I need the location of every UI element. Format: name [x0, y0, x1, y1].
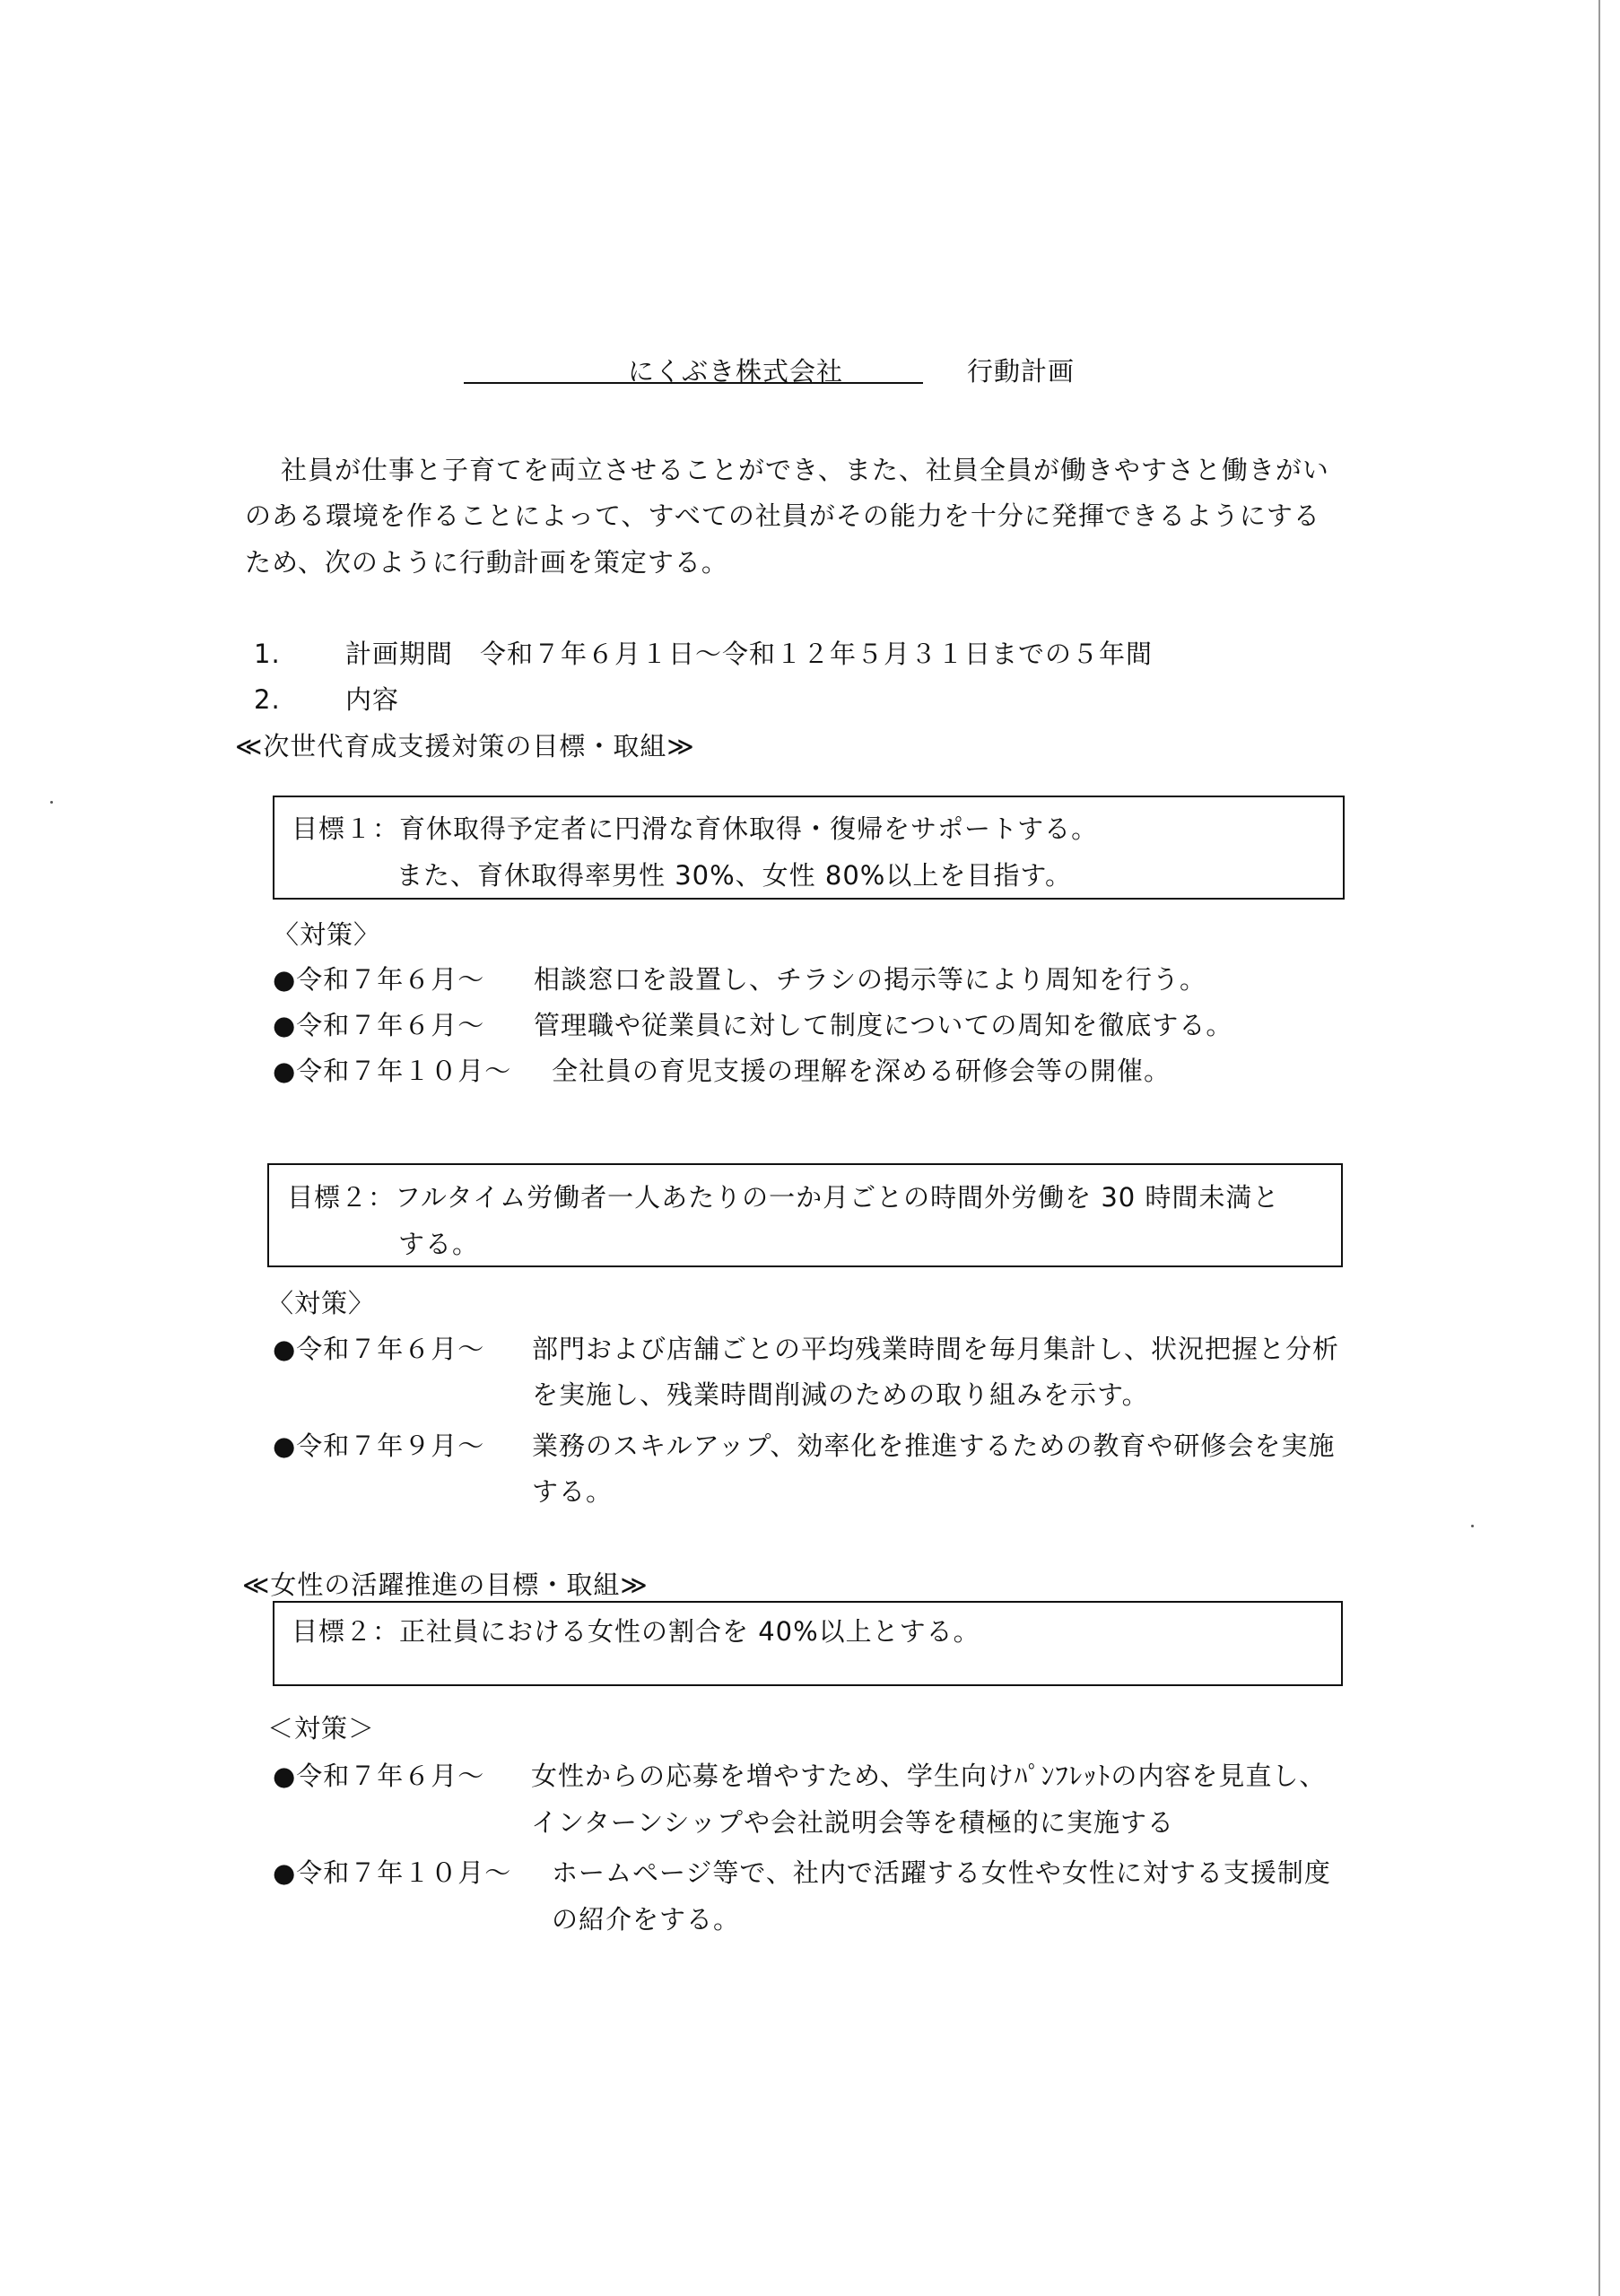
- goal-women-line-1: 目標２：正社員における女性の割合を 40%以上とする。: [292, 1616, 980, 1647]
- measure-date: ●令和７年１０月～: [273, 1056, 512, 1086]
- measure-date: ●令和７年６月～: [273, 1334, 485, 1364]
- measure-date: ●令和７年９月～: [273, 1431, 485, 1461]
- goal-2-line-1: 目標２：フルタイム労働者一人あたりの一か月ごとの時間外労働を 30 時間未満と: [287, 1182, 1280, 1213]
- measure-text-cont: インターンシップや会社説明会等を積極的に実施する: [531, 1807, 1174, 1838]
- measures-label: 〈対策〉: [273, 919, 381, 950]
- measures-label: ＜対策＞: [267, 1713, 376, 1744]
- measure-text: 業務のスキルアップ、効率化を推進するための教育や研修会を実施: [532, 1431, 1336, 1461]
- measure-date: ●令和７年６月～: [273, 1010, 485, 1040]
- intro-line-2: のある環境を作ることによって、すべての社員がその能力を十分に発揮できるようにする: [245, 500, 1320, 531]
- company-name: にくぶき株式会社: [628, 356, 844, 387]
- scan-edge-line: [1598, 0, 1600, 2296]
- content-label: 内容: [345, 684, 400, 715]
- title-underline: [464, 382, 923, 384]
- measure-text: 管理職や従業員に対して制度についての周知を徹底する。: [534, 1010, 1233, 1040]
- measure-text-cont: する。: [532, 1476, 614, 1507]
- measure-date: ●令和７年６月～: [273, 964, 485, 995]
- measure-text: ホームページ等で、社内で活躍する女性や女性に対する支援制度: [552, 1857, 1331, 1888]
- scan-speck: [50, 801, 53, 804]
- measure-text: 相談窓口を設置し、チラシの掲示等により周知を行う。: [534, 964, 1207, 995]
- measure-date: ●令和７年１０月～: [273, 1857, 512, 1888]
- goal-1-line-1: 目標１：育休取得予定者に円滑な育休取得・復帰をサポートする。: [292, 813, 1099, 844]
- intro-line-1: 社員が仕事と子育てを両立させることができ、また、社員全員が働きやすさと働きがい: [281, 455, 1329, 485]
- content-number: 2.: [254, 684, 281, 715]
- measures-label: 〈対策〉: [267, 1288, 376, 1318]
- measure-text: 部門および店舗ごとの平均残業時間を毎月集計し、状況把握と分析: [532, 1334, 1340, 1364]
- goal-2-line-2: する。: [398, 1229, 480, 1259]
- measure-text-cont: を実施し、残業時間削減のための取り組みを示す。: [532, 1379, 1149, 1410]
- measure-text: 全社員の育児支援の理解を深める研修会等の開催。: [552, 1056, 1171, 1086]
- page-title: 行動計画: [967, 356, 1076, 387]
- intro-line-3: ため、次のように行動計画を策定する。: [245, 547, 728, 578]
- measure-text-cont: の紹介をする。: [552, 1904, 741, 1935]
- period-number: 1.: [254, 639, 281, 669]
- goal-1-line-2: また、育休取得率男性 30%、女性 80%以上を目指す。: [396, 860, 1073, 891]
- scan-speck: [1471, 1525, 1474, 1527]
- plan-period: 計画期間 令和７年６月１日～令和１２年５月３１日までの５年間: [345, 639, 1154, 669]
- measure-text: 女性からの応募を増やすため、学生向けﾊﾟﾝﾌﾚｯﾄの内容を見直し、: [531, 1761, 1327, 1791]
- section-heading-next-generation: ≪次世代育成支援対策の目標・取組≫: [235, 731, 695, 761]
- section-heading-women-advancement: ≪女性の活躍推進の目標・取組≫: [242, 1570, 649, 1600]
- measure-date: ●令和７年６月～: [273, 1761, 485, 1791]
